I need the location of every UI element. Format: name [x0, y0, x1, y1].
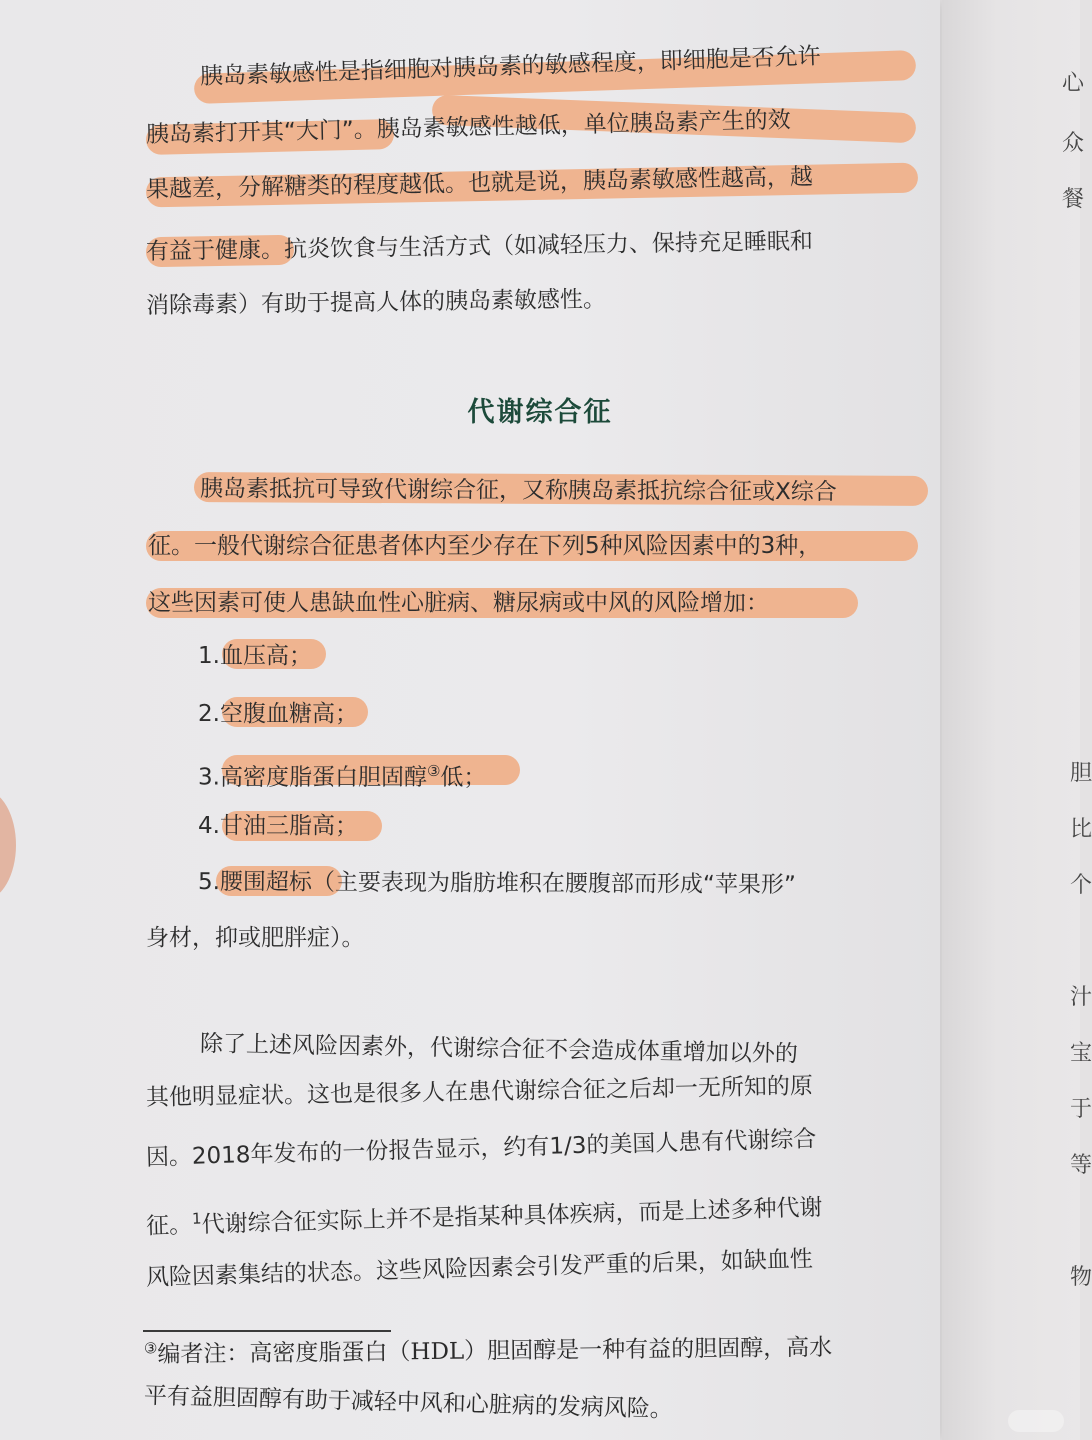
- adjacent-page-char: 胆: [1070, 761, 1092, 786]
- paragraph-line: 因。2018年发布的一份报告显示，约有1/3的美国人患有代谢综合: [145, 1126, 817, 1171]
- footnote-divider: [143, 1330, 391, 1332]
- adjacent-page-char: 物: [1070, 1265, 1092, 1290]
- paragraph-text: 征。: [145, 1212, 193, 1240]
- list-item: 身材，抑或肥胖症）。: [146, 925, 365, 951]
- paragraph-line: 胰岛素打开其“大门”。胰岛素敏感性越低，单位胰岛素产生的效: [145, 107, 791, 148]
- list-item-text: 低；: [440, 764, 487, 791]
- list-item: 1.血压高；: [198, 643, 312, 669]
- watermark: [1008, 1410, 1064, 1432]
- paragraph-line: 这些因素可使人患缺血性心脏病、糖尿病或中风的风险增加：: [148, 590, 769, 616]
- paragraph-line: 征。一般代谢综合征患者体内至少存在下列5种风险因素中的3种，: [148, 533, 822, 559]
- adjacent-page-char: 比: [1070, 817, 1092, 842]
- paragraph-line: 有益于健康。抗炎饮食与生活方式（如减轻压力、保持充足睡眠和: [145, 228, 814, 265]
- list-item: [198, 751, 486, 791]
- footnote-line: 平有益胆固醇有助于减轻中风和心脏病的发病风险。: [143, 1383, 674, 1423]
- paragraph-text: 代谢综合征实际上并不是指某种具体疾病，而是上述多种代谢: [201, 1194, 823, 1239]
- adjacent-page-char: 餐: [1062, 187, 1085, 212]
- adjacent-page-char: 心: [1062, 71, 1085, 96]
- paragraph-line: 消除毒素）有助于提高人体的胰岛素敏感性。: [145, 286, 607, 319]
- footnote-marker: ③: [426, 762, 441, 780]
- paragraph-line: 胰岛素抵抗可导致代谢综合征，又称胰岛素抵抗综合征或X综合: [199, 476, 837, 506]
- list-item: 2.空腹血糖高；: [198, 701, 358, 727]
- adjacent-page-char: 汁: [1070, 985, 1092, 1010]
- footnote-marker: ③: [143, 1339, 158, 1358]
- adjacent-page-char: 宝: [1070, 1041, 1092, 1066]
- paragraph-line: 胰岛素敏感性是指细胞对胰岛素的敏感程度，即细胞是否允许: [199, 43, 822, 90]
- footnote-text: 编者注：高密度脂蛋白（HDL）胆固醇是一种有益的胆固醇，高水: [157, 1334, 833, 1368]
- adjacent-page-char: 个: [1070, 873, 1092, 898]
- adjacent-page-edge: [942, 0, 1092, 1440]
- adjacent-page-char: 等: [1070, 1153, 1092, 1178]
- paragraph-line: 其他明显症状。这也是很多人在患代谢综合征之后却一无所知的原: [145, 1073, 814, 1111]
- list-item: 5.腰围超标（主要表现为脂肪堆积在腰腹部而形成“苹果形”: [197, 869, 796, 899]
- list-item: 4.甘油三脂高；: [198, 813, 358, 839]
- paragraph-line: 风险因素集结的状态。这些风险因素会引发严重的后果，如缺血性: [145, 1246, 814, 1291]
- paragraph-line: 果越差，分解糖类的程度越低。也就是说，胰岛素敏感性越高，越: [145, 164, 814, 203]
- adjacent-page-char: 众: [1062, 131, 1085, 156]
- paragraph-line: 除了上述风险因素外，代谢综合征不会造成体重增加以外的: [199, 1031, 799, 1068]
- adjacent-page-char: 于: [1070, 1097, 1092, 1122]
- citation-marker: 1: [191, 1209, 202, 1228]
- section-heading: 代谢综合征: [467, 397, 613, 428]
- list-item-text: 3.高密度脂蛋白胆固醇: [198, 764, 427, 791]
